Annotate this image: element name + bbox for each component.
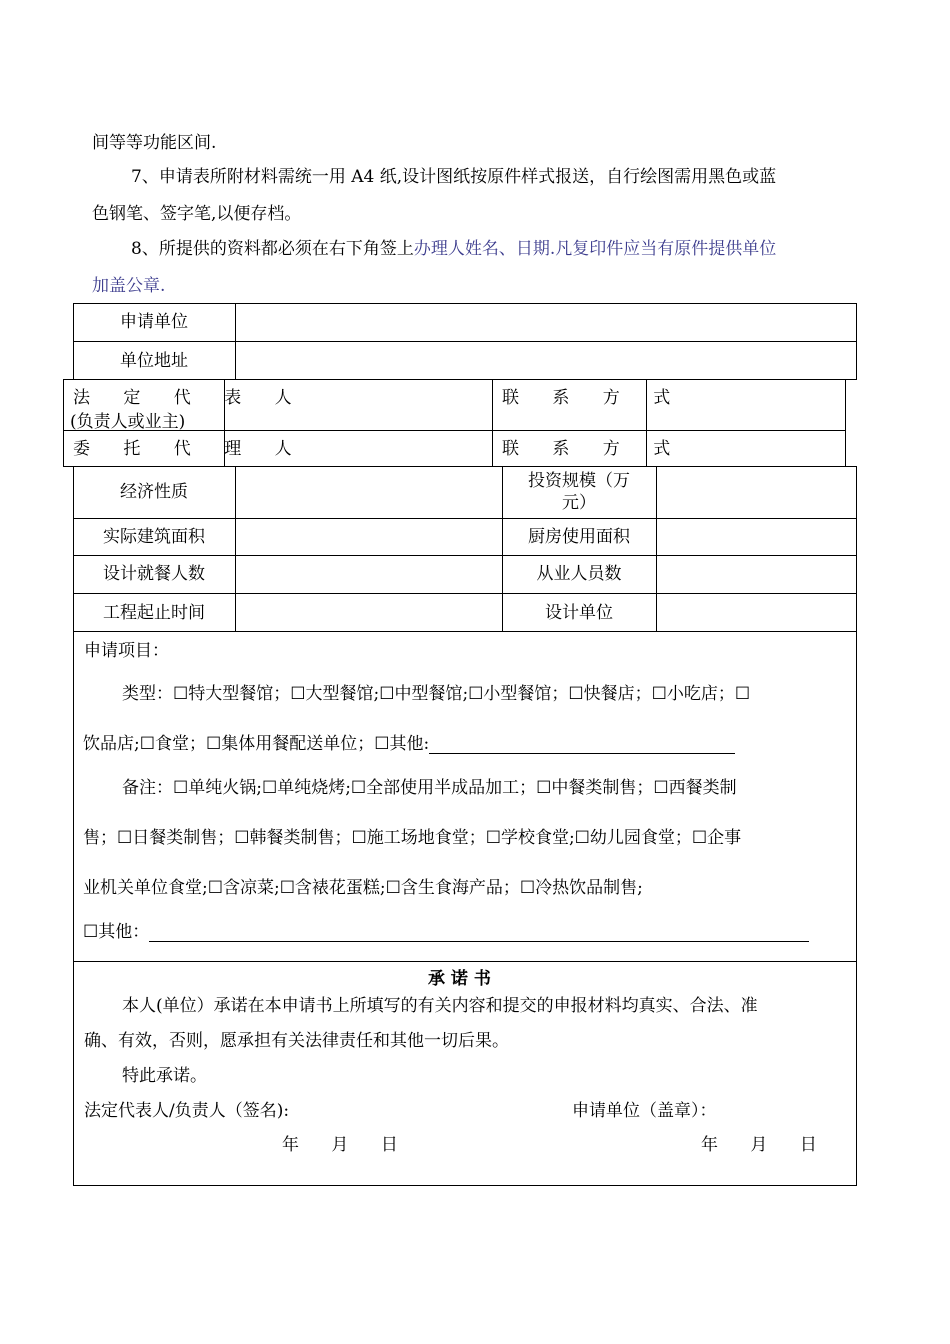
field-investment[interactable]: [657, 467, 856, 517]
label-design-unit: 设计单位: [545, 602, 613, 623]
note-options-line3[interactable]: 业机关单位食堂;☐含凉菜;☐含裱花蛋糕;☐含生食海产品；☐冷热饮品制售;: [83, 878, 643, 898]
field-applicant-unit[interactable]: [236, 304, 856, 340]
field-kitchen-area[interactable]: [657, 519, 856, 554]
label-applicant-unit: 申请单位: [120, 312, 188, 332]
date-right: 年 月 日: [701, 1135, 817, 1155]
pledge-text-2: 确、有效，否则，愿承担有关法律责任和其他一切后果。: [84, 1031, 509, 1051]
field-legal-rep[interactable]: [225, 380, 491, 429]
item8-highlight: 办理人姓名、日期.凡复印件应当有原件提供单位: [413, 239, 777, 259]
field-diners[interactable]: [236, 556, 501, 592]
type-options-line1[interactable]: 类型：☐特大型餐馆；☐大型餐馆;☐中型餐馆;☐小型餐馆；☐快餐店；☐小吃店；☐: [122, 684, 751, 704]
project-heading: 申请项目：: [84, 641, 169, 661]
pledge-text-3: 特此承诺。: [122, 1066, 207, 1086]
field-building-area[interactable]: [236, 519, 501, 554]
field-staff[interactable]: [657, 556, 856, 592]
note-other-input[interactable]: [149, 923, 809, 942]
item8-line2: 加盖公章.: [92, 276, 166, 296]
pledge-title: 承 诺 书: [428, 969, 491, 989]
label-contact-2: 联 系 方 式: [502, 439, 685, 459]
label-kitchen-area: 厨房使用面积: [528, 526, 630, 547]
type-other-input[interactable]: [429, 735, 735, 754]
label-project-time: 工程起止时间: [103, 602, 205, 623]
field-design-unit[interactable]: [657, 594, 856, 631]
label-economic-nature: 经济性质: [120, 482, 188, 502]
field-project-time[interactable]: [236, 594, 501, 631]
label-staff: 从业人员数: [536, 564, 622, 584]
field-contact-2[interactable]: [647, 431, 845, 466]
item7-line1: 7、申请表所附材料需统一用 A4 纸,设计图纸按原件样式报送，自行绘图需用黑色或蓝: [131, 167, 777, 187]
type-options-text: 饮品店;☐食堂；☐集体用餐配送单位；☐其他:: [83, 734, 430, 754]
item7-line2: 色钢笔、签字笔,以便存档。: [92, 204, 302, 224]
label-legal-rep-sub: (负责人或业主): [70, 412, 186, 432]
unit-seal-label: 申请单位（盖章）：: [572, 1101, 717, 1121]
intro-line1: 间等等功能区间.: [92, 133, 217, 153]
item8-plain: 8、所提供的资料都必须在右下角签上: [131, 239, 414, 259]
field-unit-address[interactable]: [236, 342, 856, 379]
note-other[interactable]: [83, 917, 809, 942]
note-options-line2[interactable]: 售；☐日餐类制售；☐韩餐类制售；☐施工场地食堂；☐学校食堂;☐幼儿园食堂；☐企事: [83, 828, 742, 848]
label-legal-rep: 法 定 代 表 人: [73, 388, 306, 408]
note-options-line1[interactable]: 备注：☐单纯火锅;☐单纯烧烤;☐全部使用半成品加工；☐中餐类制售；☐西餐类制: [122, 778, 737, 798]
label-agent: 委 托 代 理 人: [73, 439, 306, 459]
item8-line1: [131, 234, 776, 259]
date-left: 年 月 日: [282, 1135, 398, 1155]
label-contact-1: 联 系 方 式: [502, 388, 685, 408]
label-diners: 设计就餐人数: [103, 564, 205, 584]
label-investment-line1: 投资规模（万: [528, 471, 630, 491]
legal-sign-label: 法定代表人/负责人（签名):: [84, 1101, 290, 1121]
pledge-text-1: 本人(单位）承诺在本申请书上所填写的有关内容和提交的申报材料均真实、合法、准: [122, 996, 758, 1016]
type-options-line2[interactable]: [83, 729, 735, 754]
field-contact-1[interactable]: [647, 380, 845, 429]
field-economic-nature[interactable]: [236, 467, 501, 517]
label-investment: [502, 466, 656, 518]
label-investment-line2: 元）: [562, 493, 596, 513]
note-other-label: ☐其他：: [83, 922, 150, 942]
field-agent[interactable]: [225, 431, 491, 466]
label-building-area: 实际建筑面积: [103, 526, 205, 547]
label-unit-address: 单位地址: [120, 350, 188, 371]
